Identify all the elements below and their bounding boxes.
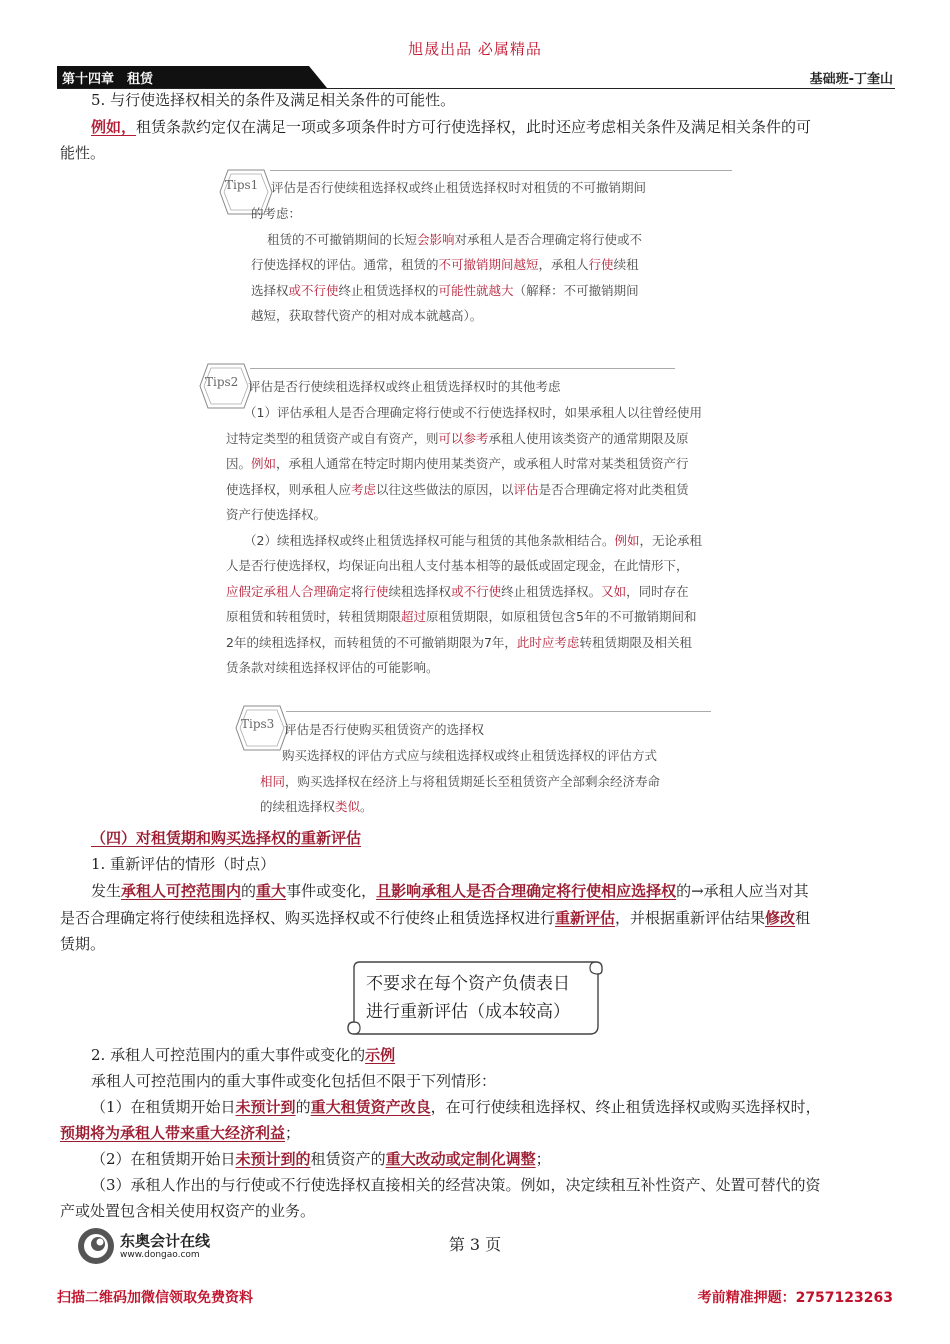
item-5: 5. 与行使选择权相关的条件及满足相关条件的可能性。 xyxy=(91,91,456,109)
tips2-p1-line1: （1）评估承租人是否合理确定将行使或不行使选择权时，如果承租人以往曾经使用 xyxy=(244,405,702,420)
tips3-line1: 购买选择权的评估方式应与续租选择权或终止租赁选择权的评估方式 xyxy=(282,748,658,763)
example-paragraph-end: 能性。 xyxy=(60,144,106,162)
tips1-line4: 越短，获取替代资产的相对成本就越高）。 xyxy=(251,308,483,323)
example-text: 租赁条款约定仅在满足一项或多项条件时方可行使选择权，此时还应考虑相关条件及满足相关条件的可 xyxy=(136,118,812,136)
top-banner: 旭晟出品 必属精品 xyxy=(408,40,542,58)
tips1-title-line2: 的考虑： xyxy=(251,206,302,221)
case-3-line1: （3）承租人作出的与行使或不行使选择权直接相关的经营决策。例如，决定续租互补性资产、处置可替代的资 xyxy=(91,1176,821,1194)
case-3-line2: 产或处置包含相关使用权资产的业务。 xyxy=(60,1202,316,1220)
tips2-rule xyxy=(250,368,675,369)
tips3-title: 评估是否行使购买租赁资产的选择权 xyxy=(284,722,485,737)
tips3-rule xyxy=(286,711,711,712)
section-4-para-line1: 发生承租人可控范围内的重大事件或变化，且影响承租人是否合理确定将行使相应选择权的→承租人应当对其 xyxy=(91,882,809,900)
tips3-badge-label: Tips3 xyxy=(241,717,275,731)
section-4-para-line3: 赁期。 xyxy=(60,935,106,953)
scroll-note-line2: 进行重新评估（成本较高） xyxy=(366,1002,570,1022)
tips3-body xyxy=(260,743,660,820)
tips2-p1-line2: 过特定类型的租赁资产或自有资产，则可以参考承租人使用该类资产的通常期限及原 xyxy=(226,430,689,446)
tips1-line1: 租赁的不可撤销期间的长短会影响对承租人是否合理确定将行使或不 xyxy=(267,231,643,247)
tips1-title-line1: 评估是否行使续租选择权或终止租赁选择权时对租赁的不可撤销期间 xyxy=(271,180,647,195)
section-4-item2: 2. 承租人可控范围内的重大事件或变化的示例 xyxy=(91,1046,396,1064)
section-4-intro: 承租人可控范围内的重大事件或变化包括但不限于下列情形： xyxy=(91,1072,497,1090)
class-name: 基础班-丁奎山 xyxy=(809,72,893,87)
page-number: 第 3 页 xyxy=(448,1235,502,1254)
tips1-line2: 行使选择权的评估。通常，租赁的不可撤销期间越短，承租人行使续租 xyxy=(251,257,639,272)
footer-right-note: 考前精准押题：2757123263 xyxy=(697,1290,893,1306)
section-4-item1: 1. 重新评估的情形（时点） xyxy=(91,855,276,873)
case-2: （2）在租赁期开始日未预计到的租赁资产的重大改动或定制化调整； xyxy=(91,1150,551,1168)
chapter-title: 第十四章 租赁 xyxy=(62,72,154,87)
tips2-p2-line5: 2年的续租选择权，而转租赁的不可撤销期限为7年，此时应考虑转租赁期限及相关租 xyxy=(226,634,692,650)
tips2-p2-line4: 原租赁和转租赁时，转租赁期限超过原租赁期限，如原租赁包含5年的不可撤销期间和 xyxy=(226,609,697,624)
tips2-p1-line3: 因。例如，承租人通常在特定时期内使用某类资产，或承租人时常对某类租赁资产行 xyxy=(226,456,689,471)
tips2-title: 评估是否行使续租选择权或终止租赁选择权时的其他考虑 xyxy=(248,379,561,394)
footer-left-note: 扫描二维码加微信领取免费资料 xyxy=(57,1290,253,1306)
tips1-rule xyxy=(270,170,732,171)
tips2-p1-line4: 使选择权，则承租人应考虑以往这些做法的原因，以评估是否合理确定将对此类租赁 xyxy=(226,481,689,497)
tips1-body xyxy=(251,201,642,329)
tips1-line3: 选择权或不行使终止租赁选择权的可能性就越大（解释：不可撤销期间 xyxy=(251,282,639,298)
tips2-p2-line6: 赁条款对续租选择权评估的可能影响。 xyxy=(226,660,439,675)
logo-brand: 东奥会计在线 xyxy=(120,1232,211,1250)
tips2-p1-line5: 资产行使选择权。 xyxy=(226,507,327,522)
case-1-line1: （1）在租赁期开始日未预计到的重大租赁资产改良，在可行使续租选择权、终止租赁选择权或购买选择权时， xyxy=(91,1098,821,1116)
tips3-line3: 的续租选择权类似。 xyxy=(260,799,373,814)
scroll-note-line1: 不要求在每个资产负债表日 xyxy=(366,974,570,994)
case-1-line2: 预期将为承租人带来重大经济利益； xyxy=(60,1124,301,1142)
tips2-p2-line2: 人是否行使选择权，均保证向出租人支付基本相等的最低或固定现金，在此情形下， xyxy=(226,558,689,573)
logo-url: www.dongao.com xyxy=(120,1250,200,1260)
section-4-heading: （四）对租赁期和购买选择权的重新评估 xyxy=(91,829,362,847)
tips2-body xyxy=(226,400,702,681)
scroll-note-text xyxy=(366,970,570,1026)
tips2-p2-line3: 应假定承租人合理确定将行使续租选择权或不行使终止租赁选择权。又如，同时存在 xyxy=(226,583,689,599)
example-label: 例如， xyxy=(91,118,137,136)
example-paragraph xyxy=(91,115,811,140)
tips1-badge-label: Tips1 xyxy=(225,178,259,192)
tips2-p2-line1: （2）续租选择权或终止租赁选择权可能与租赁的其他条款相结合。例如，无论承租 xyxy=(244,532,702,548)
tips1-content xyxy=(271,175,646,201)
tips2-badge-label: Tips2 xyxy=(205,375,239,389)
section-4-para-line2: 是否合理确定将行使续租选择权、购买选择权或不行使终止租赁选择权进行重新评估，并根据重新评估结果修改租 xyxy=(60,909,811,927)
tips3-line2: 相同，购买选择权在经济上与将租赁期延长至租赁资产全部剩余经济寿命 xyxy=(260,773,661,789)
